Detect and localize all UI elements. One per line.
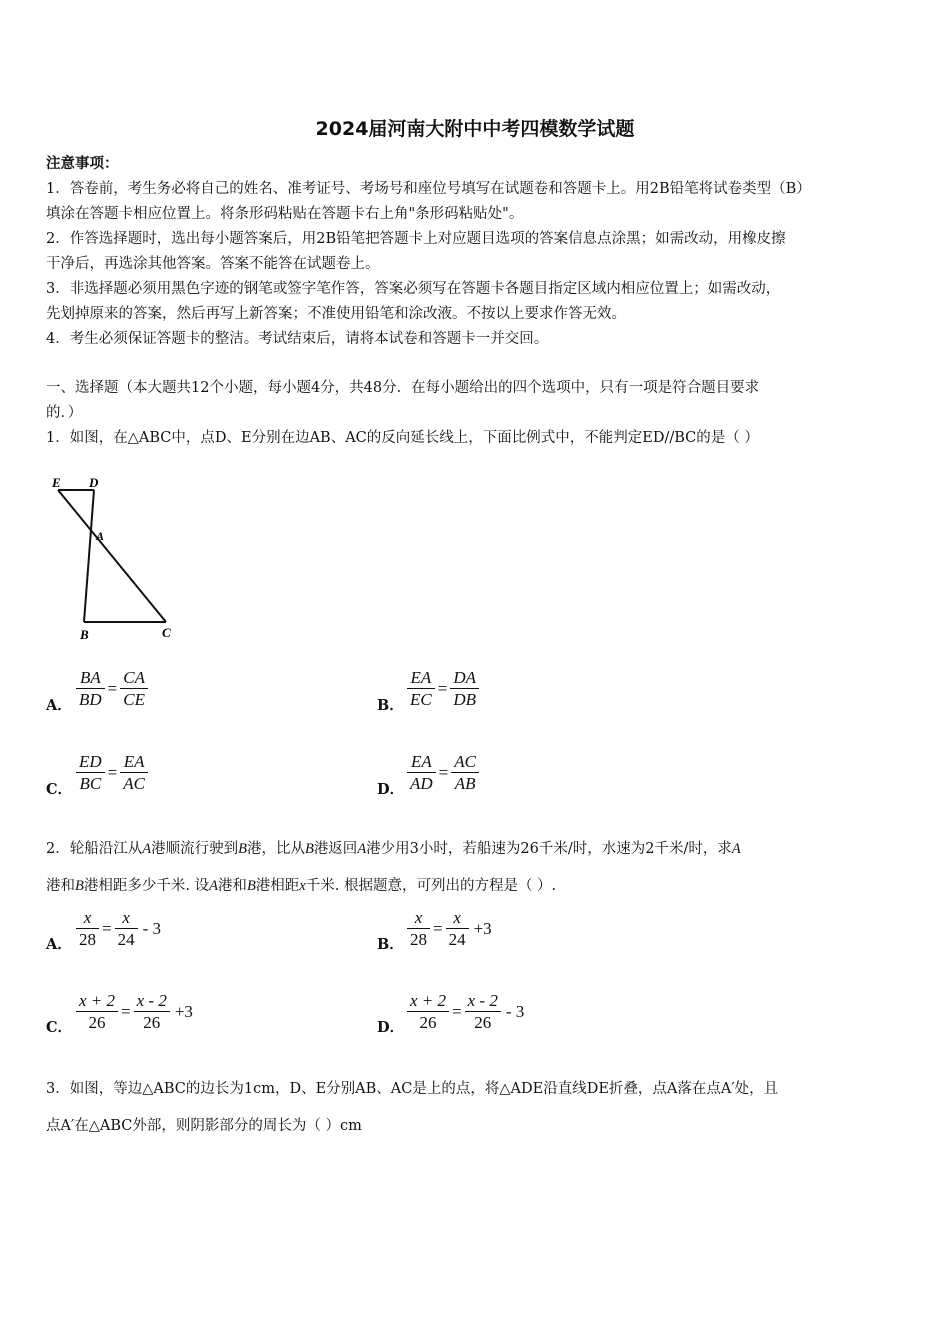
q1-option-c-label: C． [46,781,73,798]
frac-num: AC [454,752,476,771]
equals: = [107,678,118,698]
q1-option-a [74,667,150,710]
frac-den: 26 [88,1013,106,1032]
frac-den: CE [123,690,145,709]
section-heading-1: 一、选择题（本大题共12个小题，每小题4分，共48分．在每小题给出的四个选项中，只有一项是符合题目要求 [46,380,760,396]
q2-option-a-label: A． [46,936,72,953]
frac-den: 26 [419,1013,437,1032]
frac-num: DA [453,668,476,687]
frac-num: x [453,908,461,927]
frac-num: EA [410,668,432,687]
q3-stem-line-2: 点A′在△ABC外部，则阴影部分的周长为（ ）cm [46,1118,362,1134]
frac-den: DB [453,690,476,709]
label-e: E [52,475,61,490]
equals: = [452,1001,462,1021]
frac-den: EC [410,690,432,709]
q1-option-c [74,751,150,794]
tail-term: - 3 [142,918,162,938]
frac-num: EA [410,752,432,771]
frac-num: BA [79,668,101,687]
equals: = [437,678,448,698]
frac-den: BD [79,690,102,709]
frac-den: AC [123,774,145,793]
tail-term: - 3 [505,1001,525,1021]
q2-option-b [405,907,492,950]
q1-option-d-label: D． [377,781,405,798]
frac-den: 28 [79,930,96,949]
frac-den: 26 [143,1013,161,1032]
notice-line-7: 4．考生必须保证答题卡的整洁。考试结束后，请将本试卷和答题卡一并交回。 [46,331,549,347]
q2-option-c-label: C． [46,1019,73,1036]
q1-figure [46,470,186,645]
frac-den: 24 [448,930,466,949]
equals: = [438,762,449,782]
frac-num: EA [123,752,145,771]
label-a: A [96,529,105,543]
frac-den: 26 [474,1013,492,1032]
frac-den: AB [454,774,476,793]
tail-term: +3 [473,918,492,938]
q1-stem: 1．如图，在△ABC中，点D、E分别在边AB、AC的反向延长线上，下面比例式中，不能判定ED//BC的是（ ） [46,430,759,446]
q2-option-d-label: D． [377,1019,405,1036]
notice-line-4: 干净后，再选涂其他答案。答案不能答在试题卷上。 [46,256,380,272]
equals: = [121,1001,131,1021]
equals: = [102,918,112,938]
q1-option-b-label: B． [377,697,404,714]
q2-option-d [405,990,524,1033]
notice-line-3: 2．作答选择题时，选出每小题答案后，用2B铅笔把答题卡上对应题目选项的答案信息点涂黑；如需改动，用橡皮擦 [46,231,786,247]
notice-line-6: 先划掉原来的答案，然后再写上新答案；不准使用铅笔和涂改液。不按以上要求作答无效。 [46,306,626,322]
section-heading-2: 的．） [46,405,83,421]
frac-num: x [414,908,423,927]
q2-option-a [74,907,161,950]
label-b: B [80,627,89,642]
q2-option-b-label: B． [377,936,404,953]
q1-option-d [405,751,481,794]
notice-line-1: 1．答卷前，考生务必将自己的姓名、准考证号、考场号和座位号填写在试题卷和答题卡上。用2B铅笔将试卷类型（B） [46,181,811,197]
q2-stem-line-1: 2．轮船沿江从A港顺流行驶到B港，比从B港返回A港少用3小时，若船速为26千米/时，水速为2千米/时，求A [46,841,741,857]
q1-option-b [405,667,481,710]
q3-stem-line-1: 3．如图，等边△ABC的边长为1cm，D、E分别AB、AC是上的点，将△ADE沿直线DE折叠，点A落在点A′处，且 [46,1081,779,1097]
frac-num: x + 2 [410,991,447,1010]
equals: = [433,918,443,938]
q1-option-a-label: A． [46,697,72,714]
tail-term: +3 [174,1001,193,1021]
frac-num: x [83,908,92,927]
frac-num: x [122,908,130,927]
frac-num: CA [123,668,145,687]
frac-num: ED [79,752,102,771]
notice-heading: 注意事项： [46,155,119,172]
frac-num: x + 2 [79,991,116,1010]
page-title: 2024届河南大附中中考四模数学试题 [315,118,635,140]
q2-option-c [74,990,193,1033]
frac-den: 24 [117,930,135,949]
label-d: D [89,475,99,490]
frac-den: AD [410,774,433,793]
equals: = [107,762,118,782]
frac-num: x - 2 [467,991,498,1010]
frac-den: 28 [410,930,427,949]
label-c: C [162,625,171,640]
q2-stem-line-2: 港和B港相距多少千米. 设A港和B港相距x千米. 根据题意，可列出的方程是（ ）. [46,878,557,894]
notice-line-2: 填涂在答题卡相应位置上。将条形码粘贴在答题卡右上角"条形码粘贴处"。 [46,206,524,222]
frac-num: x - 2 [136,991,167,1010]
frac-den: BC [79,774,102,793]
notice-line-5: 3．非选择题必须用黑色字迹的钢笔或签字笔作答，答案必须写在答题卡各题目指定区域内相应位置上；如需改动， [46,281,781,297]
